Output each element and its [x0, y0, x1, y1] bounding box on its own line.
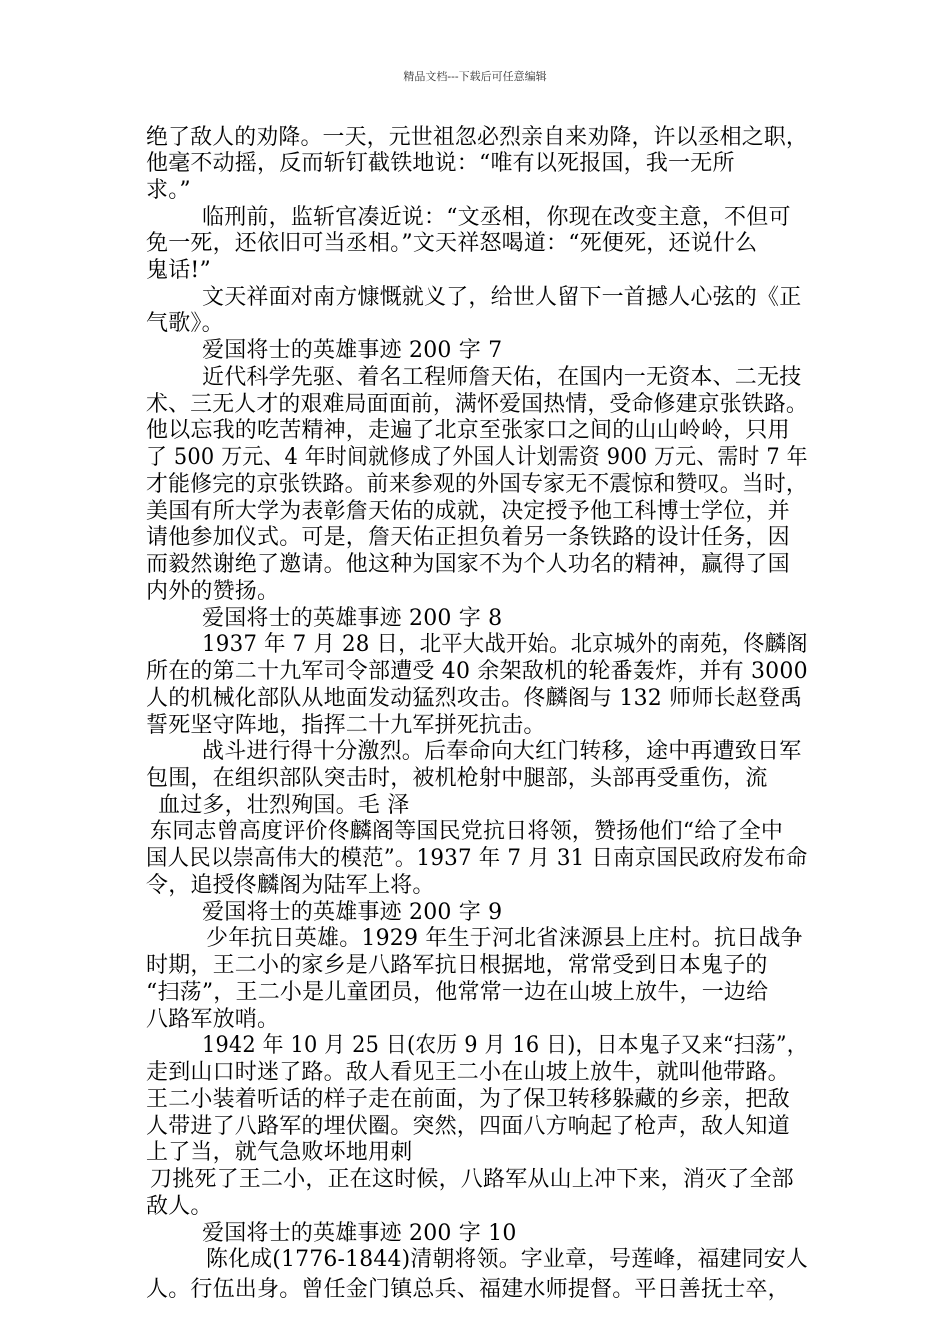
text-line: 内外的赞扬。 — [146, 579, 280, 604]
text-line: 陈化成(1776-1844)清朝将领。字业章，号莲峰，福建同安人 — [206, 1247, 808, 1272]
text-line: 刀挑死了王二小，正在这时候，八路军从山上冲下来，消灭了全部 — [150, 1167, 794, 1192]
text-line: 气歌》。 — [146, 311, 224, 336]
text-line: 免一死，还依旧可当丞相。”文天祥怒喝道：“死便死，还说什么 — [146, 231, 758, 256]
text-line: 东同志曾高度评价佟麟阁等国民党抗日将领，赞扬他们“给了全中 — [150, 819, 784, 844]
text-line: “扫荡”，王二小是儿童团员，他常常一边在山坡上放牛，一边给 — [146, 980, 769, 1005]
text-line: 人的机械化部队从地面发动猛烈攻击。佟麟阁与 132 师师长赵登禹 — [146, 686, 803, 711]
text-line: 了 500 万元、4 年时间就修成了外国人计划需资 900 万元、需时 7 年 — [146, 445, 808, 470]
text-line: 才能修完的京张铁路。前来参观的外国专家无不震惊和赞叹。当时， — [146, 472, 809, 497]
text-line: 请他参加仪式。可是，詹天佑正担负着另一条铁路的设计任务，因 — [146, 525, 790, 550]
text-line: 战斗进行得十分激烈。后奉命向大红门转移，途中再遭致日军 — [202, 739, 802, 764]
text-line: 誓死坚守阵地，指挥二十九军拼死抗击。 — [146, 713, 546, 738]
text-line: 他以忘我的吃苦精神，走遍了北京至张家口之间的山山岭岭，只用 — [146, 418, 790, 443]
text-line: 走到山口时迷了路。敌人看见王二小在山坡上放牛，就叫他带路。 — [146, 1060, 790, 1085]
text-line: 求。” — [146, 178, 191, 203]
text-line: 爱国将士的英雄事迹 200 字 7 — [202, 338, 503, 363]
text-line: 人。行伍出身。曾任金门镇总兵、福建水师提督。平日善抚士卒， — [146, 1277, 790, 1303]
text-line: 绝了敌人的劝降。一天，元世祖忽必烈亲自来劝降，许以丞相之职， — [146, 125, 809, 150]
text-line: 包围，在组织部队突击时，被机枪射中腿部，头部再受重伤，流 — [146, 766, 768, 791]
text-line: 美国有所大学为表彰詹天佑的成就，决定授予他工科博士学位，并 — [146, 499, 790, 524]
text-line: 近代科学先驱、着名工程师詹天佑，在国内一无资本、二无技 — [202, 365, 802, 390]
text-line: 爱国将士的英雄事迹 200 字 9 — [202, 900, 503, 925]
text-line: 爱国将士的英雄事迹 200 字 8 — [202, 606, 503, 631]
text-line: 所在的第二十九军司令部遭受 40 余架敌机的轮番轰炸，并有 3000 — [146, 659, 808, 684]
text-line: 血过多，壮烈殉国。毛 泽 — [158, 793, 410, 818]
text-line: 王二小装着听话的样子走在前面，为了保卫转移躲藏的乡亲，把敌 — [146, 1087, 790, 1112]
text-line: 文天祥面对南方慷慨就义了，给世人留下一首撼人心弦的《正 — [202, 285, 802, 310]
text-line: 1942 年 10 月 25 日(农历 9 月 16 日)，日本鬼子又来“扫荡”， — [202, 1033, 808, 1058]
text-line: 爱国将士的英雄事迹 200 字 10 — [202, 1221, 517, 1246]
text-line: 1937 年 7 月 28 日，北平大战开始。北京城外的南苑，佟麟阁 — [202, 632, 808, 657]
text-line: 上了当，就气急败坏地用刺 — [146, 1140, 413, 1165]
text-line: 而毅然谢绝了邀请。他这种为国家不为个人功名的精神，赢得了国 — [146, 552, 790, 577]
text-line: 临刑前，监斩官凑近说：“文丞相，你现在改变主意，不但可 — [202, 205, 791, 230]
text-line: 敌人。 — [146, 1194, 213, 1219]
text-line: 时期，王二小的家乡是八路军抗日根据地，常常受到日本鬼子的 — [146, 953, 768, 978]
text-line: 鬼话!” — [146, 258, 211, 283]
text-line: 国人民以崇高伟大的模范”。1937 年 7 月 31 日南京国民政府发布命 — [146, 846, 808, 871]
text-line: 少年抗日英雄。1929 年生于河北省涞源县上庄村。抗日战争 — [206, 926, 803, 951]
text-line: 术、三无人才的艰难局面面前，满怀爱国热情，受命修建京张铁路。 — [146, 392, 809, 417]
page-header: 精品文档---下载后可任意编辑 — [403, 70, 547, 83]
text-line: 人带进了八路军的埋伏圈。突然，四面八方响起了枪声，敌人知道 — [146, 1114, 790, 1139]
text-line: 八路军放哨。 — [146, 1007, 280, 1032]
text-line: 他毫不动摇，反而斩钉截铁地说：“唯有以死报国，我一无所 — [146, 151, 735, 176]
text-line: 令，追授佟麟阁为陆军上将。 — [146, 873, 435, 898]
